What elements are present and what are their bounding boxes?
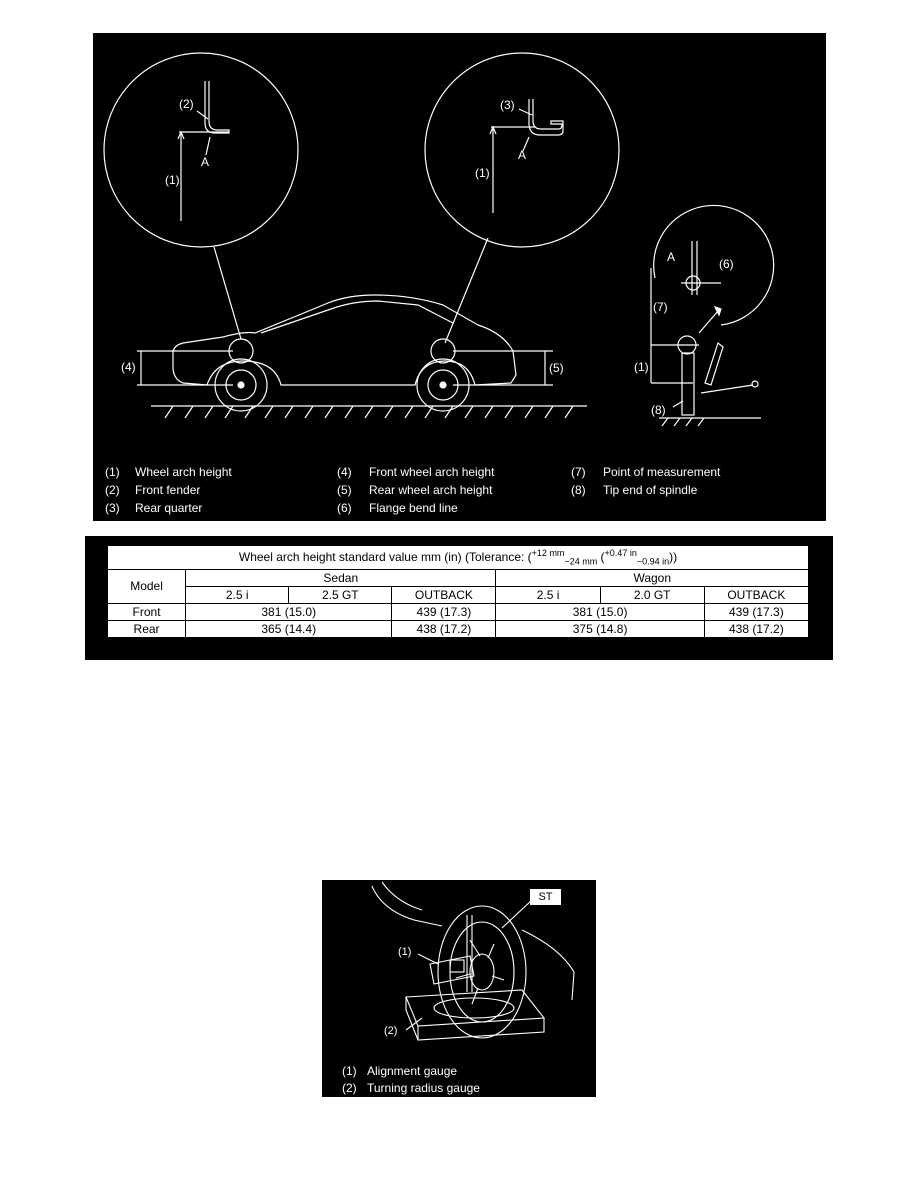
legend-text-1: Alignment gauge	[367, 1064, 458, 1078]
cell-wagon-outback: 438 (17.2)	[704, 621, 808, 638]
pointer-rear	[445, 238, 488, 343]
callout-1-detail: (1)	[634, 360, 649, 374]
legend-num-6: (6)	[337, 501, 352, 515]
legend-text-6: Flange bend line	[369, 501, 458, 515]
cell-sedan-std: 365 (14.4)	[186, 621, 392, 638]
subheader-sedan-25gt: 2.5 GT	[289, 587, 392, 604]
leader-2	[406, 1018, 422, 1030]
spindle-bracket	[705, 343, 723, 385]
row-label: Rear	[108, 621, 186, 638]
spindle-knob	[752, 381, 758, 387]
table-title: Wheel arch height standard value mm (in) (Tolerance: ($^{+12 mm}_{-24 mm}$ ($^{+0.47 in}_{-0.94 in}$))	[108, 546, 809, 570]
legend-text-3: Rear quarter	[135, 501, 203, 515]
legend-num-4: (4)	[337, 465, 352, 479]
row-label: Front	[108, 604, 186, 621]
callout-1-rear: (1)	[475, 166, 490, 180]
legend-num-8: (8)	[571, 483, 586, 497]
leader-1	[418, 954, 438, 964]
pointer-front	[214, 247, 241, 339]
leader-a-front	[206, 137, 210, 155]
callout-2: (2)	[384, 1025, 398, 1037]
legend-text-1: Wheel arch height	[135, 465, 232, 479]
detail-ground-hatch	[662, 418, 704, 426]
cell-wagon-std: 375 (14.8)	[496, 621, 704, 638]
rear-quarter-flange	[529, 99, 563, 135]
callout-1-front: (1)	[165, 173, 180, 187]
callout-a-front: A	[201, 155, 210, 169]
wheel-arch-height-table	[107, 545, 809, 638]
wheel-arch-height-diagram	[93, 33, 826, 521]
fender-line	[372, 886, 442, 926]
leader-2	[197, 111, 208, 119]
legend-text-4: Front wheel arch height	[369, 465, 495, 479]
gauge-drawing	[322, 880, 596, 1097]
turning-plate	[434, 998, 514, 1018]
detail-arrow	[699, 311, 718, 333]
legend-num-1: (1)	[105, 465, 120, 479]
rear-wheel-center	[440, 382, 446, 388]
callout-5: (5)	[549, 361, 564, 375]
front-detail-circle	[104, 53, 298, 247]
special-tool-label: ST	[530, 889, 561, 905]
legend-num-2: (2)	[342, 1081, 357, 1095]
cell-wagon-outback: 439 (17.3)	[704, 604, 808, 621]
spec-table-panel	[85, 536, 833, 660]
sedan-header: Sedan	[186, 570, 496, 587]
wagon-header: Wagon	[496, 570, 809, 587]
callout-2: (2)	[179, 97, 194, 111]
diagram-drawing	[93, 33, 826, 521]
subheader-sedan-outback: OUTBACK	[392, 587, 496, 604]
legend-text-2: Front fender	[135, 483, 201, 497]
legend-num-1: (1)	[342, 1064, 357, 1078]
leader-3	[519, 109, 532, 115]
spindle-detail-circle	[654, 205, 774, 325]
legend-text-7: Point of measurement	[603, 465, 721, 479]
model-header: Model	[108, 570, 186, 604]
cell-wagon-std: 381 (15.0)	[496, 604, 704, 621]
legend-text-5: Rear wheel arch height	[369, 483, 493, 497]
callout-1: (1)	[398, 946, 412, 958]
front-wheel-center	[238, 382, 244, 388]
callout-a-detail: A	[667, 250, 676, 264]
subheader-sedan-25i: 2.5 i	[186, 587, 289, 604]
legend-text-2: Turning radius gauge	[367, 1081, 480, 1095]
subheader-wagon-outback: OUTBACK	[704, 587, 808, 604]
alignment-gauge-diagram	[322, 880, 596, 1097]
tire-profile	[682, 353, 694, 415]
subheader-wagon-20gt: 2.0 GT	[600, 587, 704, 604]
callout-a-rear: A	[518, 148, 527, 162]
legend-num-3: (3)	[105, 501, 120, 515]
gauge-knob	[450, 960, 464, 972]
leader-st	[502, 900, 532, 928]
callout-3: (3)	[500, 98, 515, 112]
callout-4: (4)	[121, 360, 136, 374]
legend-num-5: (5)	[337, 483, 352, 497]
table-row-front	[108, 604, 809, 621]
body-line	[522, 930, 574, 1000]
table-row-rear	[108, 621, 809, 638]
callout-7: (7)	[653, 300, 668, 314]
ground-hatching	[165, 406, 573, 418]
spindle-arm	[701, 385, 753, 393]
car-window-line	[261, 301, 453, 333]
legend-num-2: (2)	[105, 483, 120, 497]
cell-sedan-outback: 438 (17.2)	[392, 621, 496, 638]
callout-6: (6)	[719, 257, 734, 271]
cell-sedan-std: 381 (15.0)	[186, 604, 392, 621]
fender-line-2	[382, 882, 422, 910]
legend-text-8: Tip end of spindle	[603, 483, 698, 497]
legend-num-7: (7)	[571, 465, 586, 479]
callout-8: (8)	[651, 403, 666, 417]
front-fender-flange	[205, 81, 229, 133]
subheader-wagon-25i: 2.5 i	[496, 587, 600, 604]
cell-sedan-outback: 439 (17.3)	[392, 604, 496, 621]
